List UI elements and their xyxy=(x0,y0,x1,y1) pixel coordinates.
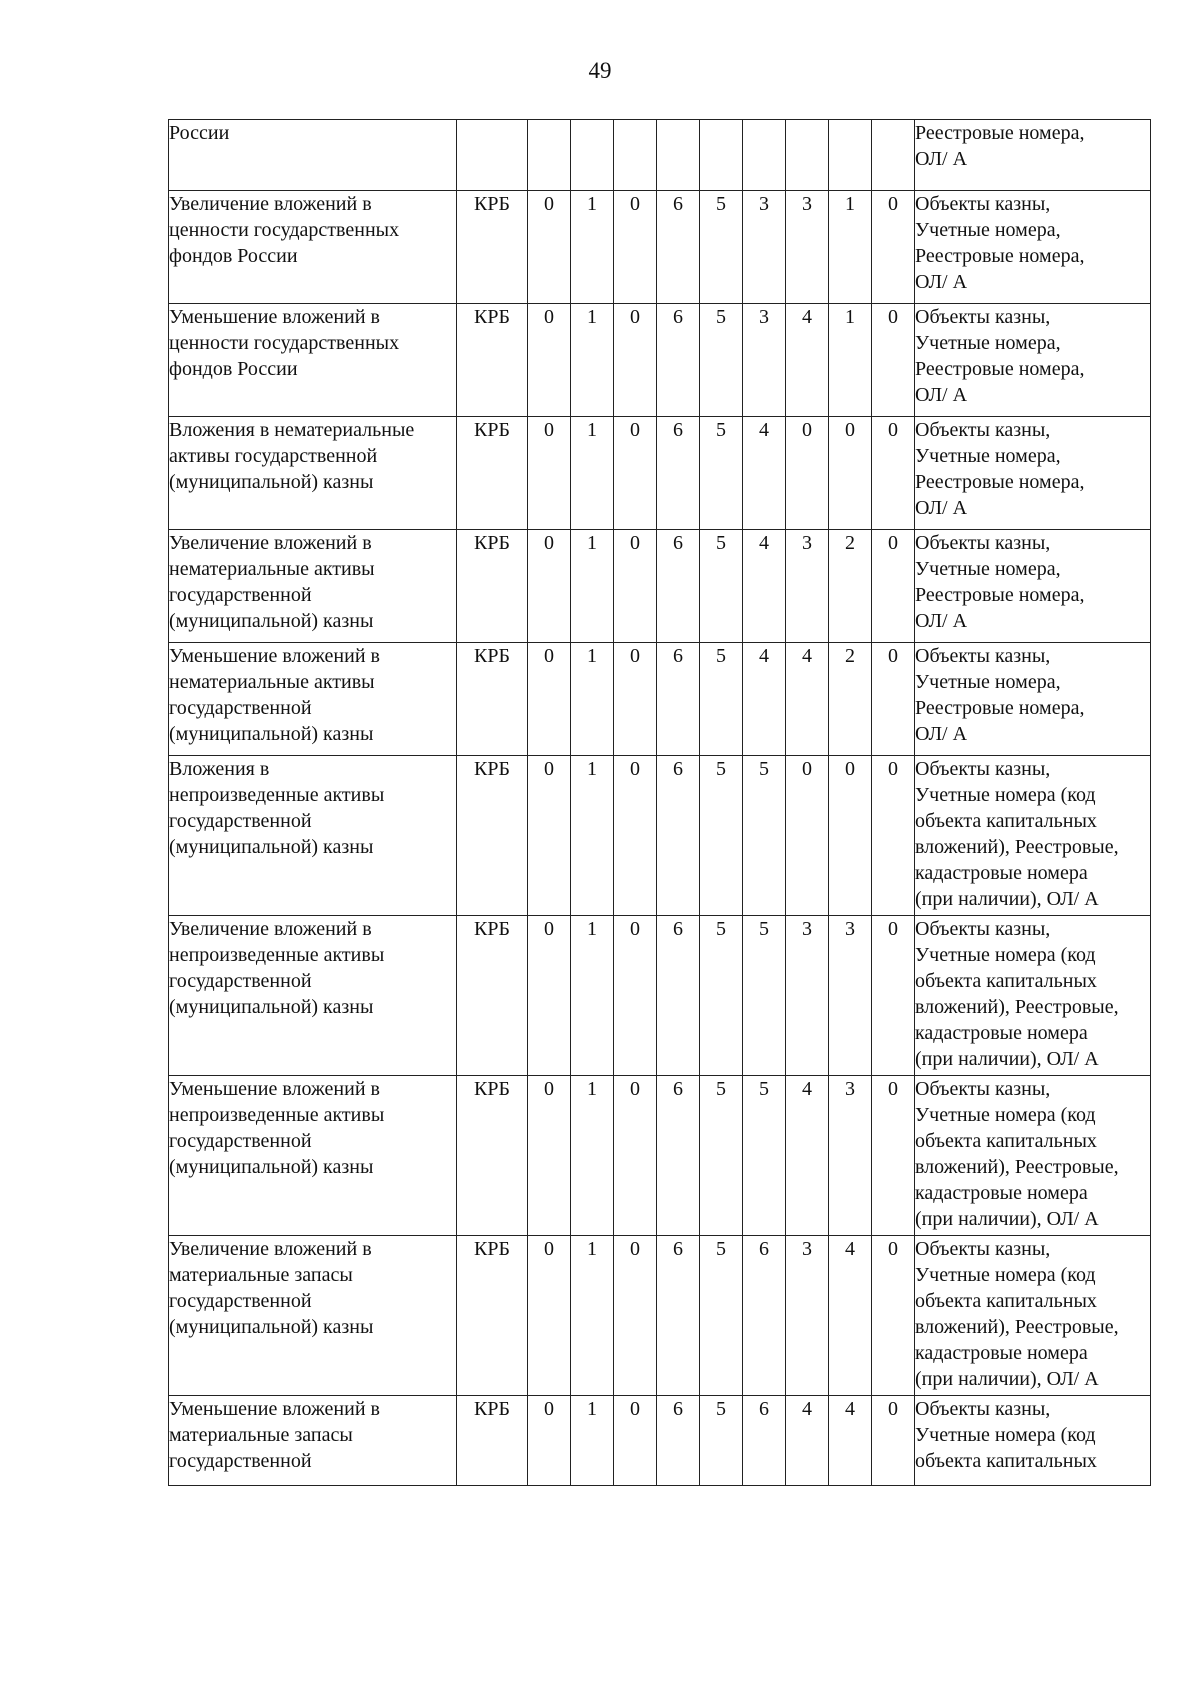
table-row xyxy=(169,1236,1151,1396)
account-digit-cell-8: 3 xyxy=(829,1076,872,1236)
account-digit-cell-3: 0 xyxy=(614,417,657,530)
table-row xyxy=(169,1076,1151,1236)
account-digit-cell-9: 0 xyxy=(872,1236,915,1396)
account-digit-cell-1: 0 xyxy=(528,191,571,304)
account-name-cell: Увеличение вложений в нематериальные активы государственной (муниципальной) казны xyxy=(169,530,457,643)
budget-code-cell: КРБ xyxy=(457,530,528,643)
table-row xyxy=(169,304,1151,417)
account-digit-cell-8: 2 xyxy=(829,643,872,756)
account-digit-cell-5: 5 xyxy=(700,643,743,756)
account-digit-cell-3 xyxy=(614,120,657,191)
account-digit-cell-8: 4 xyxy=(829,1236,872,1396)
account-digit-cell-4: 6 xyxy=(657,1396,700,1486)
account-digit-cell-7: 4 xyxy=(786,304,829,417)
account-digit-cell-7: 3 xyxy=(786,530,829,643)
analytics-basis-cell: Объекты казны, Учетные номера (код объекта капитальных вложений), Реестровые, кадастровые номера (при наличии), ОЛ/ А xyxy=(915,1236,1151,1396)
account-digit-cell-7: 3 xyxy=(786,1236,829,1396)
account-digit-cell-9: 0 xyxy=(872,530,915,643)
table-row xyxy=(169,417,1151,530)
account-digit-cell-5: 5 xyxy=(700,191,743,304)
account-digit-cell-9: 0 xyxy=(872,756,915,916)
account-digit-cell-4 xyxy=(657,120,700,191)
account-digit-cell-7: 0 xyxy=(786,417,829,530)
account-digit-cell-4: 6 xyxy=(657,530,700,643)
account-digit-cell-6: 6 xyxy=(743,1396,786,1486)
account-digit-cell-8: 2 xyxy=(829,530,872,643)
budget-code-cell xyxy=(457,120,528,191)
analytics-basis-cell: Реестровые номера, ОЛ/ А xyxy=(915,120,1151,191)
account-digit-cell-2: 1 xyxy=(571,1076,614,1236)
account-digit-cell-8: 1 xyxy=(829,191,872,304)
account-digit-cell-7: 3 xyxy=(786,191,829,304)
account-digit-cell-3: 0 xyxy=(614,191,657,304)
account-digit-cell-1: 0 xyxy=(528,1236,571,1396)
account-digit-cell-8: 3 xyxy=(829,916,872,1076)
table-row xyxy=(169,530,1151,643)
account-digit-cell-2: 1 xyxy=(571,756,614,916)
account-digit-cell-2: 1 xyxy=(571,191,614,304)
budget-code-cell: КРБ xyxy=(457,191,528,304)
table-row xyxy=(169,191,1151,304)
account-name-cell: Вложения в нематериальные активы государственной (муниципальной) казны xyxy=(169,417,457,530)
page-number: 49 xyxy=(588,58,612,83)
account-digit-cell-6: 4 xyxy=(743,530,786,643)
account-digit-cell-1 xyxy=(528,120,571,191)
account-digit-cell-7: 3 xyxy=(786,916,829,1076)
account-digit-cell-5: 5 xyxy=(700,756,743,916)
account-digit-cell-8: 0 xyxy=(829,417,872,530)
account-digit-cell-1: 0 xyxy=(528,304,571,417)
account-digit-cell-3: 0 xyxy=(614,756,657,916)
account-digit-cell-9: 0 xyxy=(872,643,915,756)
account-digit-cell-5: 5 xyxy=(700,304,743,417)
analytics-basis-cell: Объекты казны, Учетные номера, Реестровые номера, ОЛ/ А xyxy=(915,643,1151,756)
account-digit-cell-3: 0 xyxy=(614,1236,657,1396)
table-row xyxy=(169,120,1151,191)
account-name-cell: России xyxy=(169,120,457,191)
account-digit-cell-6 xyxy=(743,120,786,191)
account-digit-cell-9: 0 xyxy=(872,304,915,417)
budget-code-cell: КРБ xyxy=(457,1076,528,1236)
account-digit-cell-5: 5 xyxy=(700,1076,743,1236)
account-digit-cell-4: 6 xyxy=(657,1236,700,1396)
account-digit-cell-2: 1 xyxy=(571,1236,614,1396)
account-digit-cell-4: 6 xyxy=(657,191,700,304)
account-digit-cell-4: 6 xyxy=(657,643,700,756)
account-digit-cell-4: 6 xyxy=(657,304,700,417)
account-digit-cell-1: 0 xyxy=(528,756,571,916)
account-digit-cell-6: 6 xyxy=(743,1236,786,1396)
account-digit-cell-6: 4 xyxy=(743,417,786,530)
analytics-basis-cell: Объекты казны, Учетные номера, Реестровые номера, ОЛ/ А xyxy=(915,417,1151,530)
account-digit-cell-5: 5 xyxy=(700,530,743,643)
account-digit-cell-2: 1 xyxy=(571,1396,614,1486)
account-digit-cell-9: 0 xyxy=(872,191,915,304)
budget-code-cell: КРБ xyxy=(457,417,528,530)
account-digit-cell-5: 5 xyxy=(700,417,743,530)
account-digit-cell-8: 4 xyxy=(829,1396,872,1486)
analytics-basis-cell: Объекты казны, Учетные номера (код объекта капитальных вложений), Реестровые, кадастровые номера (при наличии), ОЛ/ А xyxy=(915,916,1151,1076)
budget-code-cell: КРБ xyxy=(457,643,528,756)
account-digit-cell-9: 0 xyxy=(872,1076,915,1236)
account-digit-cell-6: 5 xyxy=(743,1076,786,1236)
account-digit-cell-2: 1 xyxy=(571,304,614,417)
analytics-basis-cell: Объекты казны, Учетные номера, Реестровые номера, ОЛ/ А xyxy=(915,304,1151,417)
account-digit-cell-5: 5 xyxy=(700,1236,743,1396)
table-row xyxy=(169,756,1151,916)
account-digit-cell-1: 0 xyxy=(528,916,571,1076)
account-digit-cell-7 xyxy=(786,120,829,191)
account-digit-cell-5 xyxy=(700,120,743,191)
account-digit-cell-1: 0 xyxy=(528,1396,571,1486)
account-digit-cell-6: 4 xyxy=(743,643,786,756)
table-row xyxy=(169,916,1151,1076)
budget-code-cell: КРБ xyxy=(457,756,528,916)
account-name-cell: Увеличение вложений в непроизведенные активы государственной (муниципальной) казны xyxy=(169,916,457,1076)
account-name-cell: Вложения в непроизведенные активы государственной (муниципальной) казны xyxy=(169,756,457,916)
account-name-cell: Уменьшение вложений в непроизведенные активы государственной (муниципальной) казны xyxy=(169,1076,457,1236)
account-digit-cell-1: 0 xyxy=(528,417,571,530)
accounts-table xyxy=(168,119,1151,1486)
account-digit-cell-3: 0 xyxy=(614,304,657,417)
account-digit-cell-1: 0 xyxy=(528,643,571,756)
budget-code-cell: КРБ xyxy=(457,1236,528,1396)
account-digit-cell-6: 3 xyxy=(743,191,786,304)
analytics-basis-cell: Объекты казны, Учетные номера (код объекта капитальных вложений), Реестровые, кадастровые номера (при наличии), ОЛ/ А xyxy=(915,756,1151,916)
account-digit-cell-9: 0 xyxy=(872,1396,915,1486)
budget-code-cell: КРБ xyxy=(457,304,528,417)
account-digit-cell-4: 6 xyxy=(657,916,700,1076)
table-row xyxy=(169,1396,1151,1486)
account-digit-cell-8: 0 xyxy=(829,756,872,916)
account-digit-cell-3: 0 xyxy=(614,916,657,1076)
budget-code-cell: КРБ xyxy=(457,916,528,1076)
account-digit-cell-7: 0 xyxy=(786,756,829,916)
account-digit-cell-2: 1 xyxy=(571,530,614,643)
account-digit-cell-4: 6 xyxy=(657,756,700,916)
account-name-cell: Увеличение вложений в ценности государственных фондов России xyxy=(169,191,457,304)
account-digit-cell-7: 4 xyxy=(786,1396,829,1486)
account-name-cell: Увеличение вложений в материальные запасы государственной (муниципальной) казны xyxy=(169,1236,457,1396)
account-name-cell: Уменьшение вложений в ценности государственных фондов России xyxy=(169,304,457,417)
account-digit-cell-4: 6 xyxy=(657,1076,700,1236)
account-name-cell: Уменьшение вложений в нематериальные активы государственной (муниципальной) казны xyxy=(169,643,457,756)
account-digit-cell-1: 0 xyxy=(528,530,571,643)
account-digit-cell-5: 5 xyxy=(700,1396,743,1486)
account-digit-cell-3: 0 xyxy=(614,530,657,643)
account-digit-cell-3: 0 xyxy=(614,1076,657,1236)
account-digit-cell-6: 5 xyxy=(743,756,786,916)
account-digit-cell-9 xyxy=(872,120,915,191)
budget-code-cell: КРБ xyxy=(457,1396,528,1486)
analytics-basis-cell: Объекты казны, Учетные номера (код объекта капитальных вложений), Реестровые, кадастровые номера (при наличии), ОЛ/ А xyxy=(915,1076,1151,1236)
account-digit-cell-8 xyxy=(829,120,872,191)
account-digit-cell-3: 0 xyxy=(614,643,657,756)
analytics-basis-cell: Объекты казны, Учетные номера, Реестровые номера, ОЛ/ А xyxy=(915,530,1151,643)
account-digit-cell-2 xyxy=(571,120,614,191)
account-digit-cell-9: 0 xyxy=(872,417,915,530)
account-digit-cell-3: 0 xyxy=(614,1396,657,1486)
account-digit-cell-7: 4 xyxy=(786,643,829,756)
account-digit-cell-6: 5 xyxy=(743,916,786,1076)
account-digit-cell-6: 3 xyxy=(743,304,786,417)
account-digit-cell-7: 4 xyxy=(786,1076,829,1236)
account-name-cell: Уменьшение вложений в материальные запасы государственной xyxy=(169,1396,457,1486)
account-digit-cell-9: 0 xyxy=(872,916,915,1076)
account-digit-cell-1: 0 xyxy=(528,1076,571,1236)
analytics-basis-cell: Объекты казны, Учетные номера (код объекта капитальных xyxy=(915,1396,1151,1486)
account-digit-cell-5: 5 xyxy=(700,916,743,1076)
account-digit-cell-8: 1 xyxy=(829,304,872,417)
account-digit-cell-4: 6 xyxy=(657,417,700,530)
table-row xyxy=(169,643,1151,756)
analytics-basis-cell: Объекты казны, Учетные номера, Реестровые номера, ОЛ/ А xyxy=(915,191,1151,304)
account-digit-cell-2: 1 xyxy=(571,643,614,756)
account-digit-cell-2: 1 xyxy=(571,417,614,530)
account-digit-cell-2: 1 xyxy=(571,916,614,1076)
